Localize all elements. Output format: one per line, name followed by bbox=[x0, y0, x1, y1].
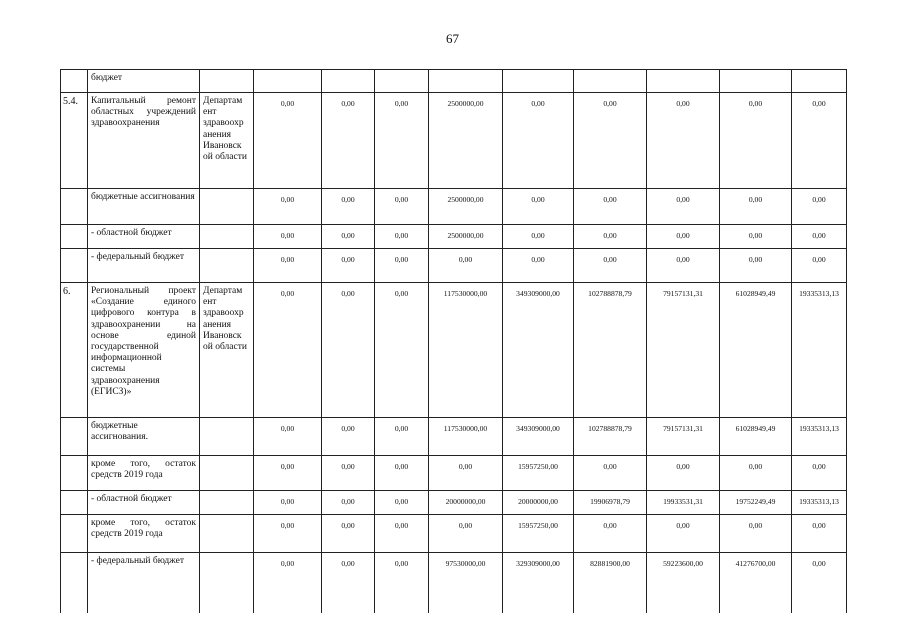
value-cell: 0,00 bbox=[322, 515, 375, 553]
row-number-cell bbox=[61, 70, 88, 93]
table-row bbox=[61, 491, 847, 515]
value-cell: 0,00 bbox=[254, 515, 322, 553]
value-cell: 2500000,00 bbox=[429, 189, 503, 225]
row-number-cell bbox=[61, 491, 88, 515]
value-cell: 0,00 bbox=[574, 515, 647, 553]
value-cell: 0,00 bbox=[720, 456, 792, 491]
budget-table bbox=[60, 69, 847, 613]
value-cell: 117530000,00 bbox=[429, 283, 503, 418]
value-cell: 0,00 bbox=[503, 93, 574, 189]
row-number-cell bbox=[61, 225, 88, 249]
value-cell: 0,00 bbox=[647, 249, 720, 283]
executor-cell bbox=[200, 249, 254, 283]
executor-cell bbox=[200, 418, 254, 456]
value-cell: 117530000,00 bbox=[429, 418, 503, 456]
row-number-cell: 5.4. bbox=[61, 93, 88, 189]
value-cell: 0,00 bbox=[574, 93, 647, 189]
value-cell: 349309000,00 bbox=[503, 283, 574, 418]
value-cell: 2500000,00 bbox=[429, 225, 503, 249]
value-cell: 0,00 bbox=[503, 249, 574, 283]
row-number-cell: 6. bbox=[61, 283, 88, 418]
value-cell: 0,00 bbox=[322, 553, 375, 613]
value-cell: 0,00 bbox=[375, 249, 429, 283]
table-row bbox=[61, 225, 847, 249]
row-number-cell bbox=[61, 189, 88, 225]
value-cell: 0,00 bbox=[254, 491, 322, 515]
value-cell: 329309000,00 bbox=[503, 553, 574, 613]
value-cell: 0,00 bbox=[720, 515, 792, 553]
value-cell: 15957250,00 bbox=[503, 456, 574, 491]
table-row bbox=[61, 70, 847, 93]
value-cell: 0,00 bbox=[792, 225, 847, 249]
row-number-cell bbox=[61, 249, 88, 283]
value-cell: 0,00 bbox=[254, 189, 322, 225]
value-cell: 82881900,00 bbox=[574, 553, 647, 613]
description-cell: бюджет bbox=[88, 70, 200, 93]
row-number-cell bbox=[61, 418, 88, 456]
value-cell: 41276700,00 bbox=[720, 553, 792, 613]
value-cell: 0,00 bbox=[792, 456, 847, 491]
value-cell: 19335313,13 bbox=[792, 418, 847, 456]
table-row bbox=[61, 418, 847, 456]
row-number-cell bbox=[61, 456, 88, 491]
value-cell bbox=[720, 70, 792, 93]
value-cell: 0,00 bbox=[375, 93, 429, 189]
description-cell: - федеральный бюджет bbox=[88, 553, 200, 613]
value-cell: 0,00 bbox=[375, 283, 429, 418]
value-cell: 19933531,31 bbox=[647, 491, 720, 515]
value-cell: 0,00 bbox=[792, 249, 847, 283]
value-cell: 0,00 bbox=[720, 249, 792, 283]
value-cell: 79157131,31 bbox=[647, 418, 720, 456]
value-cell bbox=[375, 70, 429, 93]
value-cell: 0,00 bbox=[322, 456, 375, 491]
table-row bbox=[61, 189, 847, 225]
value-cell: 0,00 bbox=[254, 93, 322, 189]
value-cell: 0,00 bbox=[720, 93, 792, 189]
value-cell: 0,00 bbox=[720, 189, 792, 225]
value-cell: 0,00 bbox=[322, 189, 375, 225]
table-row bbox=[61, 456, 847, 491]
value-cell: 0,00 bbox=[647, 515, 720, 553]
value-cell: 19335313,13 bbox=[792, 491, 847, 515]
value-cell: 61028949,49 bbox=[720, 418, 792, 456]
value-cell: 0,00 bbox=[375, 515, 429, 553]
value-cell: 0,00 bbox=[429, 456, 503, 491]
value-cell: 0,00 bbox=[503, 225, 574, 249]
value-cell: 19335313,13 bbox=[792, 283, 847, 418]
value-cell: 0,00 bbox=[254, 456, 322, 491]
description-cell: бюджетные ассигнования bbox=[88, 189, 200, 225]
value-cell: 0,00 bbox=[574, 456, 647, 491]
description-cell: - областной бюджет bbox=[88, 491, 200, 515]
executor-cell bbox=[200, 225, 254, 249]
row-number-cell bbox=[61, 553, 88, 613]
description-cell: Капитальный ремонт областных учреждений здравоохранения bbox=[88, 93, 200, 189]
value-cell: 0,00 bbox=[254, 249, 322, 283]
value-cell: 59223600,00 bbox=[647, 553, 720, 613]
description-cell: - областной бюджет bbox=[88, 225, 200, 249]
value-cell: 0,00 bbox=[792, 553, 847, 613]
value-cell: 19906978,79 bbox=[574, 491, 647, 515]
page-number: 67 bbox=[446, 31, 459, 46]
value-cell: 0,00 bbox=[322, 283, 375, 418]
table-row bbox=[61, 249, 847, 283]
value-cell: 0,00 bbox=[375, 491, 429, 515]
value-cell: 0,00 bbox=[647, 225, 720, 249]
executor-cell: Департам ент здравоохр анения Ивановск ой области bbox=[200, 93, 254, 189]
executor-cell bbox=[200, 515, 254, 553]
value-cell: 0,00 bbox=[322, 491, 375, 515]
table-row bbox=[61, 515, 847, 553]
executor-cell bbox=[200, 553, 254, 613]
description-cell: кроме того, остаток средств 2019 года bbox=[88, 456, 200, 491]
value-cell: 19752249,49 bbox=[720, 491, 792, 515]
value-cell: 0,00 bbox=[574, 249, 647, 283]
value-cell: 0,00 bbox=[322, 418, 375, 456]
value-cell: 0,00 bbox=[375, 456, 429, 491]
value-cell bbox=[429, 70, 503, 93]
executor-cell bbox=[200, 491, 254, 515]
value-cell: 0,00 bbox=[720, 225, 792, 249]
value-cell: 0,00 bbox=[792, 189, 847, 225]
value-cell: 0,00 bbox=[429, 249, 503, 283]
value-cell bbox=[254, 70, 322, 93]
value-cell: 0,00 bbox=[429, 515, 503, 553]
value-cell: 0,00 bbox=[503, 189, 574, 225]
value-cell: 20000000,00 bbox=[503, 491, 574, 515]
value-cell: 79157131,31 bbox=[647, 283, 720, 418]
value-cell: 97530000,00 bbox=[429, 553, 503, 613]
executor-cell bbox=[200, 70, 254, 93]
value-cell: 0,00 bbox=[647, 456, 720, 491]
value-cell: 0,00 bbox=[322, 249, 375, 283]
value-cell: 0,00 bbox=[375, 225, 429, 249]
value-cell: 0,00 bbox=[254, 283, 322, 418]
value-cell: 0,00 bbox=[792, 93, 847, 189]
row-number-cell bbox=[61, 515, 88, 553]
value-cell bbox=[574, 70, 647, 93]
value-cell: 0,00 bbox=[574, 189, 647, 225]
executor-cell bbox=[200, 456, 254, 491]
value-cell: 102788878,79 bbox=[574, 418, 647, 456]
value-cell: 15957250,00 bbox=[503, 515, 574, 553]
executor-cell: Департам ент здравоохр анения Ивановск ой области bbox=[200, 283, 254, 418]
value-cell: 0,00 bbox=[254, 553, 322, 613]
value-cell: 0,00 bbox=[647, 93, 720, 189]
value-cell bbox=[322, 70, 375, 93]
value-cell: 0,00 bbox=[254, 225, 322, 249]
value-cell: 0,00 bbox=[375, 553, 429, 613]
table-row bbox=[61, 553, 847, 613]
value-cell bbox=[503, 70, 574, 93]
value-cell: 0,00 bbox=[792, 515, 847, 553]
value-cell: 2500000,00 bbox=[429, 93, 503, 189]
description-cell: бюджетные ассигнования. bbox=[88, 418, 200, 456]
value-cell: 0,00 bbox=[322, 225, 375, 249]
executor-cell bbox=[200, 189, 254, 225]
value-cell: 20000000,00 bbox=[429, 491, 503, 515]
value-cell: 349309000,00 bbox=[503, 418, 574, 456]
value-cell: 61028949,49 bbox=[720, 283, 792, 418]
value-cell: 0,00 bbox=[322, 93, 375, 189]
value-cell: 0,00 bbox=[574, 225, 647, 249]
value-cell bbox=[647, 70, 720, 93]
value-cell: 0,00 bbox=[254, 418, 322, 456]
description-cell: Региональный проект «Создание единого цифрового контура в здравоохранении на основе единой государственной информационной системы здравоохранения (ЕГИСЗ)» bbox=[88, 283, 200, 418]
value-cell: 0,00 bbox=[375, 418, 429, 456]
value-cell bbox=[792, 70, 847, 93]
value-cell: 0,00 bbox=[647, 189, 720, 225]
description-cell: - федеральный бюджет bbox=[88, 249, 200, 283]
description-cell: кроме того, остаток средств 2019 года bbox=[88, 515, 200, 553]
table-row bbox=[61, 283, 847, 418]
value-cell: 0,00 bbox=[375, 189, 429, 225]
value-cell: 102788878,79 bbox=[574, 283, 647, 418]
table-row bbox=[61, 93, 847, 189]
